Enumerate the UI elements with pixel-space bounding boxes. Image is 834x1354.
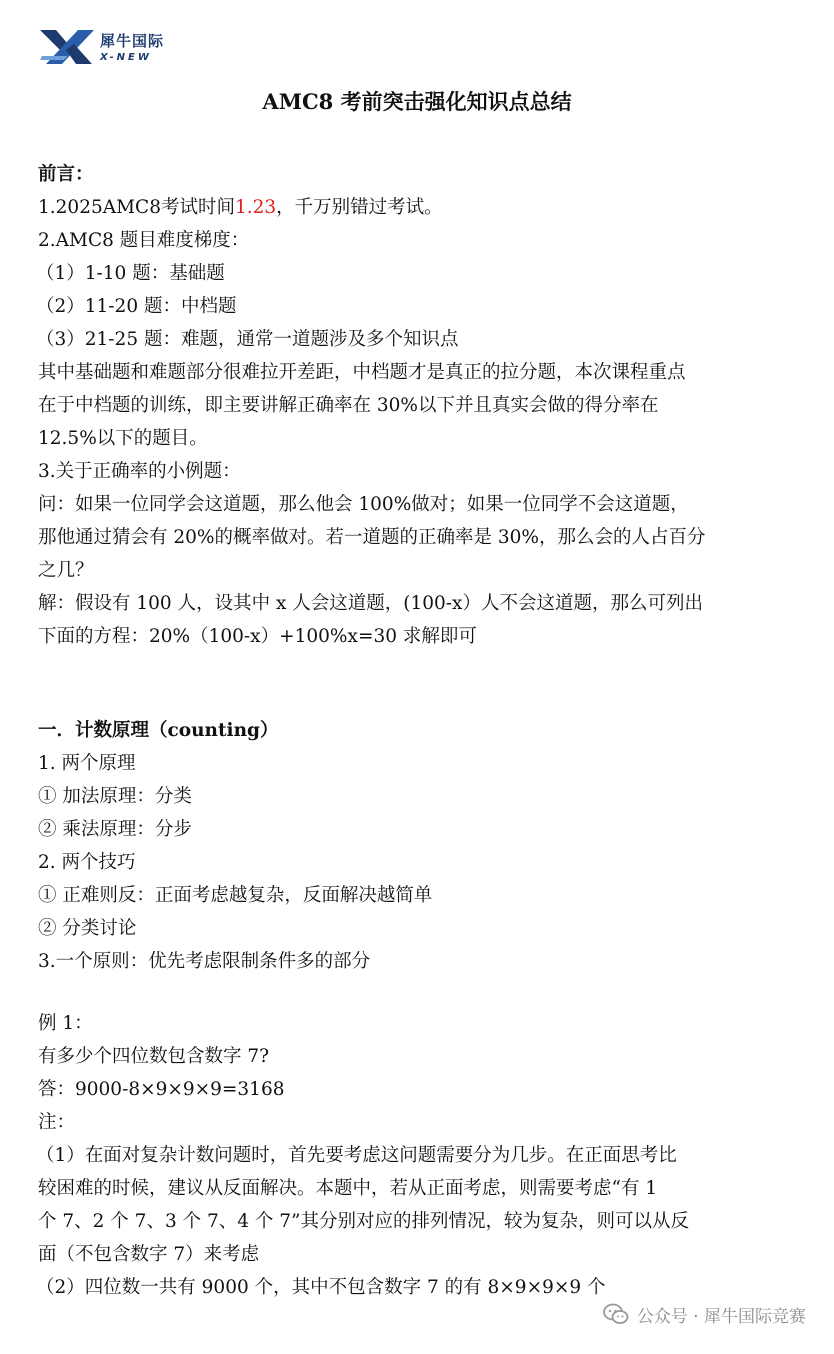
preface-line-5: （3）21-25 题：难题，通常一道题涉及多个知识点 <box>36 329 459 350</box>
note-line-3: 个 7、2 个 7、3 个 7、4 个 7”其分别对应的排列情况，较为复杂，则可以从反 <box>38 1211 690 1232</box>
note-line-4: 面（不包含数字 7）来考虑 <box>38 1244 260 1265</box>
logo-english-text: X-NEW <box>100 52 152 63</box>
question-line-1: 问：如果一位同学会这道题，那么他会 100%做对；如果一位同学不会这道题， <box>38 494 689 515</box>
wechat-watermark <box>603 1300 806 1328</box>
example-label: 例 1： <box>38 1013 93 1034</box>
section-line-2: ① 加法原理：分类 <box>38 786 192 807</box>
preface-line-2: 2.AMC8 题目难度梯度： <box>38 230 250 251</box>
preface-heading: 前言： <box>38 164 94 185</box>
question-line-3: 之几？ <box>38 560 94 581</box>
note-line-1: （1）在面对复杂计数问题时，首先要考虑这问题需要分为几步。在正面思考比 <box>36 1145 677 1166</box>
example-question: 有多少个四位数包含数字 7? <box>38 1046 270 1067</box>
answer-line-1: 解：假设有 100 人，设其中 x 人会这道题，(100-x）人不会这道题，那么可列出 <box>38 593 703 614</box>
question-line-2: 那他通过猜会有 20%的概率做对。若一道题的正确率是 30%，那么会的人占百分 <box>38 527 706 548</box>
note-line-2: 较困难的时候，建议从反面解决。本题中，若从正面考虑，则需要考虑“有 1 <box>38 1178 658 1199</box>
brand-logo <box>38 26 188 70</box>
section-heading-counting: 一．计数原理（counting） <box>38 720 279 741</box>
preface-paragraph-1: 其中基础题和难题部分很难拉开差距，中档题才是真正的拉分题，本次课程重点 <box>38 362 686 383</box>
watermark-text: 公众号 · 犀牛国际竞赛 <box>636 1306 806 1327</box>
preface-line-3: （1）1-10 题：基础题 <box>36 263 225 284</box>
preface-line-4: （2）11-20 题：中档题 <box>36 296 237 317</box>
example-note-label: 注： <box>38 1112 76 1133</box>
logo-chinese-text: 犀牛国际 <box>100 32 165 50</box>
section-line-6: ② 分类讨论 <box>38 918 137 939</box>
preface-paragraph-2: 在于中档题的训练，即主要讲解正确率在 30%以下并且真实会做的得分率在 <box>38 395 659 416</box>
exam-date: 1.23 <box>234 197 277 218</box>
answer-line-2: 下面的方程：20%（100-x）+100%x=30 求解即可 <box>38 626 477 647</box>
section-line-5: ① 正难则反：正面考虑越复杂，反面解决越简单 <box>38 885 433 906</box>
page-title: AMC8 考前突击强化知识点总结 <box>262 89 572 114</box>
wechat-icon <box>603 1303 629 1325</box>
section-line-4: 2. 两个技巧 <box>38 852 136 873</box>
x-logo-icon <box>38 26 96 66</box>
example-answer: 答：9000-8×9×9×9=3168 <box>38 1079 285 1100</box>
preface-line-6: 3.关于正确率的小例题： <box>38 461 241 482</box>
preface-line-1: 1.2025AMC8考试时间1.23，千万别错过考试。 <box>38 197 443 218</box>
section-line-7: 3.一个原则：优先考虑限制条件多的部分 <box>38 951 371 972</box>
note-line-5: （2）四位数一共有 9000 个，其中不包含数字 7 的有 8×9×9×9 个 <box>36 1277 606 1298</box>
preface-paragraph-3: 12.5%以下的题目。 <box>38 428 208 449</box>
section-line-1: 1. 两个原理 <box>38 753 136 774</box>
section-line-3: ② 乘法原理：分步 <box>38 819 192 840</box>
